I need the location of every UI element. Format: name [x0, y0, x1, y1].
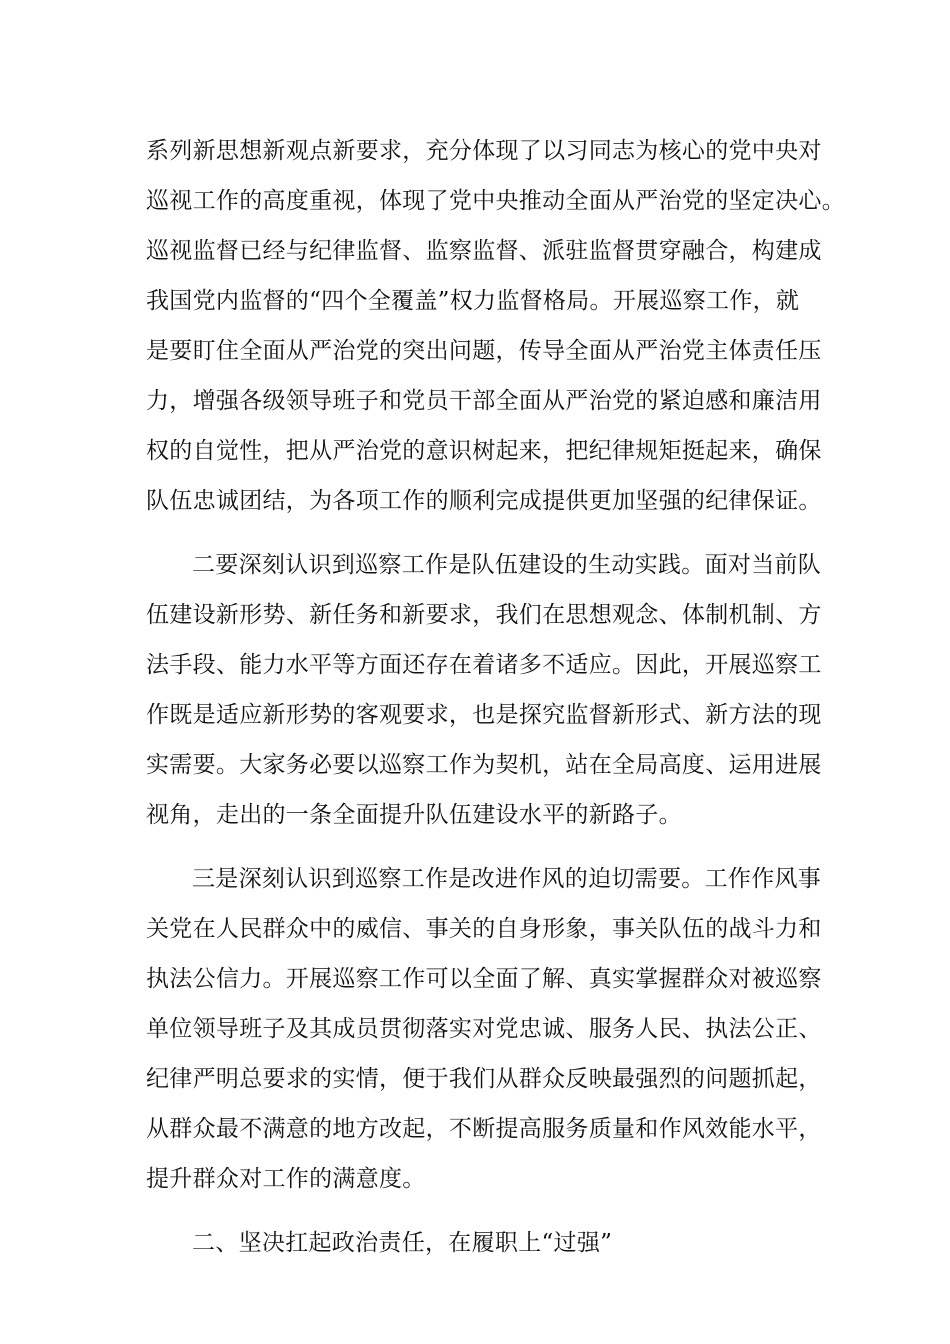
section-heading: 二、坚决扛起政治责任，在履职上“过强” [192, 1230, 613, 1256]
text-line: 从群众最不满意的地方改起，不断提高服务质量和作风效能水平， [146, 1116, 822, 1142]
text-line: 力，增强各级领导班子和党员干部全面从严治党的紧迫感和廉洁用 [146, 388, 822, 414]
text-line: 单位领导班子及其成员贯彻落实对党忠诚、服务人民、执法公正、 [146, 1016, 822, 1042]
text-line: 提升群众对工作的满意度。 [146, 1166, 426, 1192]
text-line: 视角，走出的一条全面提升队伍建设水平的新路子。 [146, 802, 682, 828]
paragraph-2 [146, 540, 822, 840]
text-line: 法手段、能力水平等方面还存在着诸多不适应。因此，开展巡察工 [146, 652, 822, 678]
text-line: 权的自觉性，把从严治党的意识树起来，把纪律规矩挺起来，确保 [146, 438, 822, 464]
text-line: 伍建设新形势、新任务和新要求，我们在思想观念、体制机制、方 [146, 602, 822, 628]
paragraph-1 [146, 126, 845, 526]
text-line: 执法公信力。开展巡察工作可以全面了解、真实掌握群众对被巡察 [146, 966, 822, 992]
text-line: 巡视工作的高度重视，体现了党中央推动全面从严治党的坚定决心。 [146, 188, 845, 214]
text-line: 队伍忠诚团结，为各项工作的顺利完成提供更加坚强的纪律保证。 [146, 488, 822, 514]
text-line: 作既是适应新形势的客观要求，也是探究监督新形式、新方法的现 [146, 702, 822, 728]
text-line: 系列新思想新观点新要求，充分体现了以习同志为核心的党中央对 [146, 138, 822, 164]
text-line: 实需要。大家务必要以巡察工作为契机，站在全局高度、运用进展 [146, 752, 822, 778]
text-line: 是要盯住全面从严治党的突出问题，传导全面从严治党主体责任压 [146, 338, 822, 364]
paragraph-3 [146, 854, 822, 1204]
text-line: 我国党内监督的“四个全覆盖”权力监督格局。开展巡察工作，就 [146, 288, 800, 314]
text-line: 巡视监督已经与纪律监督、监察监督、派驻监督贯穿融合，构建成 [146, 238, 822, 264]
text-line: 关党在人民群众中的威信、事关的自身形象，事关队伍的战斗力和 [146, 916, 822, 942]
text-line: 纪律严明总要求的实情，便于我们从群众反映最强烈的问题抓起， [146, 1066, 822, 1092]
text-line: 二要深刻认识到巡察工作是队伍建设的生动实践。面对当前队 [192, 552, 822, 578]
text-line: 三是深刻认识到巡察工作是改进作风的迫切需要。工作作风事 [192, 866, 822, 892]
document-body [146, 126, 845, 1268]
